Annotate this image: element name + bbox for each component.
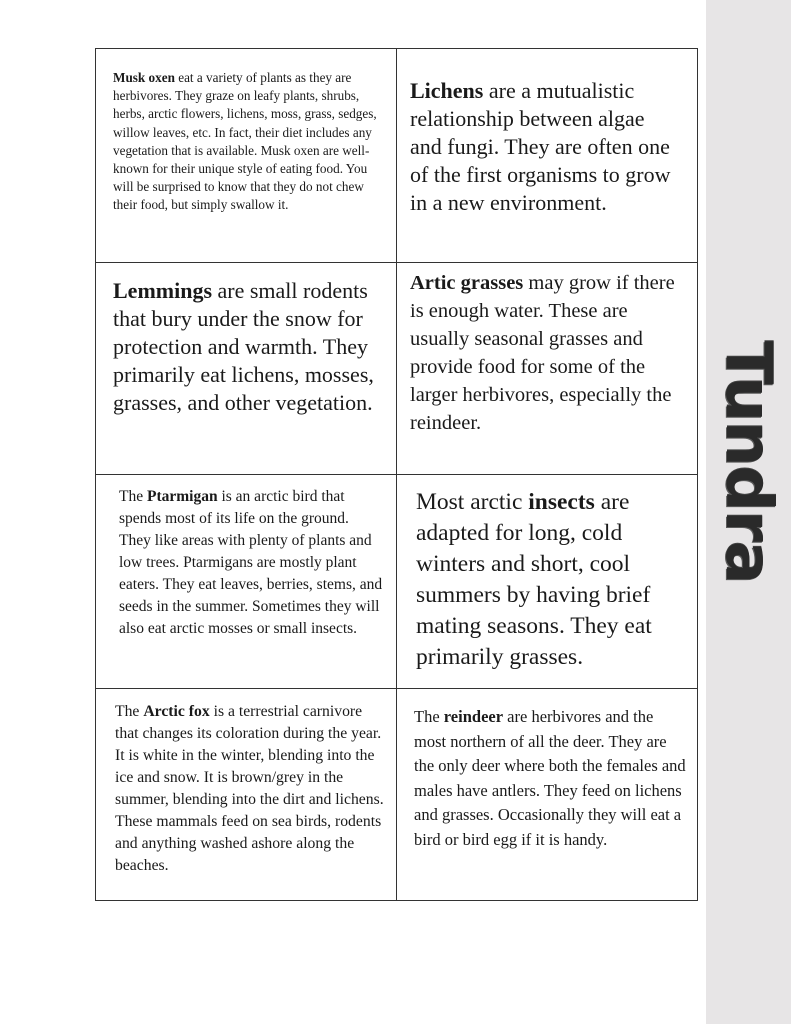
card-text (410, 77, 681, 217)
card-term: Lemmings (113, 278, 212, 303)
card-arctic-fox (95, 688, 397, 901)
card-body: may grow if there is enough water. These are usually seasonal grasses and provide food for some of the larger herbivores, especially the reindeer. (410, 272, 675, 434)
card-term: insects (528, 489, 595, 515)
card-body: are small rodents that bury under the snow for protection and warmth. They primarily eat lichens, mosses, grasses, and other vegetation. (113, 278, 374, 415)
card-text (113, 69, 378, 215)
card-text (416, 487, 687, 673)
card-body: is a terrestrial carnivore that changes its coloration during the year. It is white in the winter, blending into the ice and snow. It is brown/grey in the summer, blending into the dirt and lichens. These mammals feed on sea birds, rodents and anything washed ashore along the beaches. (115, 703, 384, 874)
card-prefix: The (414, 707, 444, 726)
card-term: Ptarmigan (146, 488, 218, 505)
card-body: is an arctic bird that spends most of its life on the ground. They like areas with plenty of plants and low trees. Ptarmigans are mostly plant eaters. They eat leaves, berries, stems, and seeds in the summer. Sometimes they will also eat arctic mosses or small insects. (119, 488, 383, 637)
card-text (410, 269, 685, 437)
card-ptarmigan (95, 474, 397, 689)
card-artic-grasses (396, 262, 698, 475)
card-prefix: The (115, 703, 144, 720)
card-insects (396, 474, 698, 689)
card-text (115, 701, 386, 877)
card-term: Lichens (410, 78, 484, 103)
card-prefix: Most arctic (416, 489, 529, 515)
card-text (414, 705, 687, 852)
card-body: eat a variety of plants as they are herbivores. They graze on leafy plants, shrubs, herbs, arctic flowers, lichens, moss, grass, sedges, willow leaves, etc. In fact, their diet includes any vegetation that is available. Musk oxen are well-known for their unique style of eating food. You will be surprised to know that they do not chew their food, but simply swallow it. (113, 70, 377, 213)
page-title: Tundra (711, 340, 785, 584)
card-lemmings (95, 262, 397, 475)
card-lichens (396, 48, 698, 263)
card-term: Arctic fox (143, 703, 210, 720)
card-body: are adapted for long, cold winters and short, cool summers by having brief mating seasons. They eat primarily grasses. (416, 489, 652, 670)
card-text (113, 277, 384, 417)
card-term: Artic grasses (410, 272, 524, 294)
card-term: Musk oxen (113, 70, 175, 85)
card-body: are herbivores and the most northern of all the deer. They are the only deer where both the females and males have antlers. They feed on lichens and grasses. Occasionally they will eat a bird or bird egg if it is handy. (414, 707, 686, 849)
card-text (119, 486, 384, 640)
card-term: reindeer (443, 707, 504, 726)
card-reindeer (396, 688, 698, 901)
card-musk-oxen (95, 48, 397, 263)
card-prefix: The (119, 488, 147, 505)
card-body: are a mutualistic relationship between algae and fungi. They are often one of the first organisms to grow in a new environment. (410, 78, 671, 215)
